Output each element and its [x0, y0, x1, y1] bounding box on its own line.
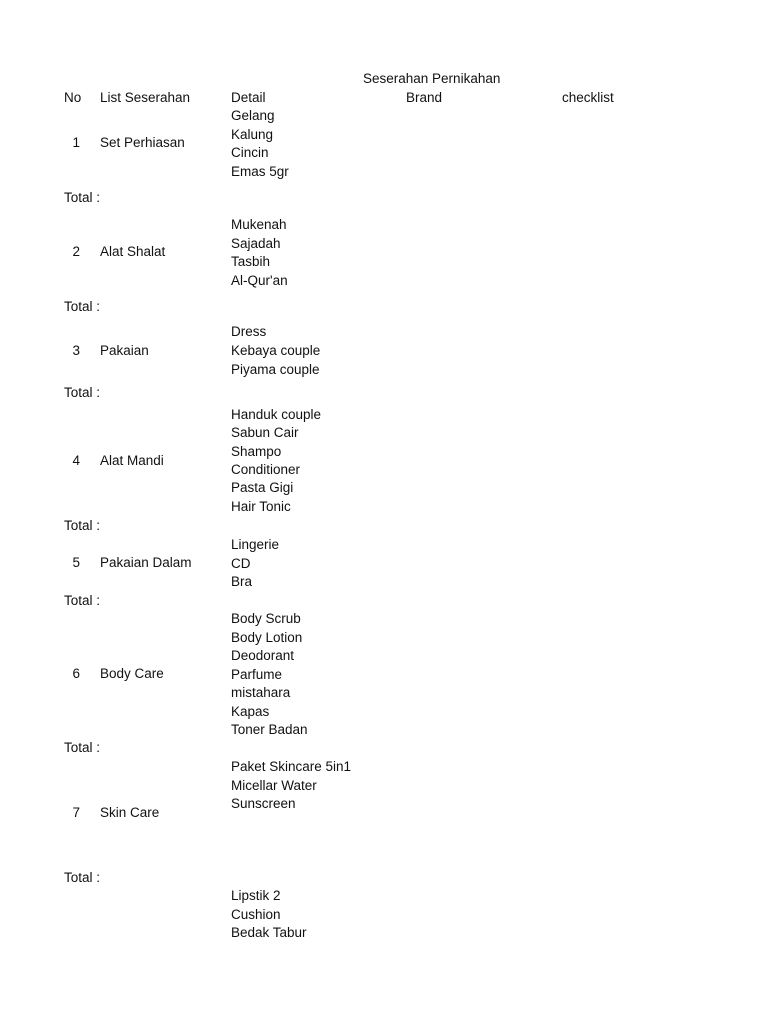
- header-no: No: [64, 90, 82, 105]
- list-item-name: Set Perhiasan: [100, 135, 185, 150]
- header-list: List Seserahan: [100, 90, 191, 105]
- detail-item: Kebaya couple: [231, 343, 321, 358]
- detail-item: Body Lotion: [231, 630, 303, 645]
- detail-item: Micellar Water: [231, 778, 317, 793]
- detail-item: Dress: [231, 324, 267, 339]
- detail-item: Piyama couple: [231, 362, 320, 377]
- row-number: 5: [72, 555, 80, 570]
- detail-item: Handuk couple: [231, 407, 322, 422]
- list-item-name: Alat Mandi: [100, 453, 164, 468]
- detail-item: Mukenah: [231, 217, 287, 232]
- row-number: 7: [72, 805, 80, 820]
- total-label: Total :: [64, 299, 101, 314]
- detail-item: Bedak Tabur: [231, 925, 307, 940]
- row-number: 4: [72, 453, 80, 468]
- detail-item: Deodorant: [231, 648, 295, 663]
- header-brand: Brand: [406, 90, 443, 105]
- detail-item: Al-Qur'an: [231, 273, 288, 288]
- detail-item: Parfume: [231, 667, 283, 682]
- detail-item: CD: [231, 556, 251, 571]
- detail-item: Conditioner: [231, 462, 301, 477]
- total-label: Total :: [64, 385, 101, 400]
- list-item-name: Pakaian: [100, 343, 149, 358]
- detail-item: Kapas: [231, 704, 270, 719]
- detail-item: Body Scrub: [231, 611, 301, 626]
- detail-item: Bra: [231, 574, 253, 589]
- total-label: Total :: [64, 190, 101, 205]
- title: Seserahan Pernikahan: [363, 71, 501, 86]
- detail-item: mistahara: [231, 685, 291, 700]
- header-detail: Detail: [231, 90, 266, 105]
- detail-item: Paket Skincare 5in1: [231, 759, 352, 774]
- total-label: Total :: [64, 518, 101, 533]
- detail-item: Kalung: [231, 127, 274, 142]
- detail-item: Sunscreen: [231, 796, 296, 811]
- total-label: Total :: [64, 593, 101, 608]
- detail-item: Pasta Gigi: [231, 480, 294, 495]
- detail-item: Sabun Cair: [231, 425, 299, 440]
- detail-item: Hair Tonic: [231, 499, 291, 514]
- detail-item: Tasbih: [231, 254, 271, 269]
- list-item-name: Pakaian Dalam: [100, 555, 192, 570]
- detail-item: Cincin: [231, 145, 269, 160]
- list-item-name: Skin Care: [100, 805, 160, 820]
- list-item-name: Alat Shalat: [100, 244, 166, 259]
- detail-item: Lingerie: [231, 537, 280, 552]
- detail-item: Shampo: [231, 444, 282, 459]
- detail-item: Sajadah: [231, 236, 281, 251]
- row-number: 3: [72, 343, 80, 358]
- header-checklist: checklist: [562, 90, 614, 105]
- row-number: 1: [72, 135, 80, 150]
- detail-item: Toner Badan: [231, 722, 308, 737]
- list-item-name: Body Care: [100, 666, 164, 681]
- detail-item: Gelang: [231, 108, 275, 123]
- row-number: 2: [72, 244, 80, 259]
- total-label: Total :: [64, 870, 101, 885]
- detail-item: Cushion: [231, 907, 281, 922]
- detail-item: Emas 5gr: [231, 164, 289, 179]
- row-number: 6: [72, 666, 80, 681]
- detail-item: Lipstik 2: [231, 888, 281, 903]
- total-label: Total :: [64, 740, 101, 755]
